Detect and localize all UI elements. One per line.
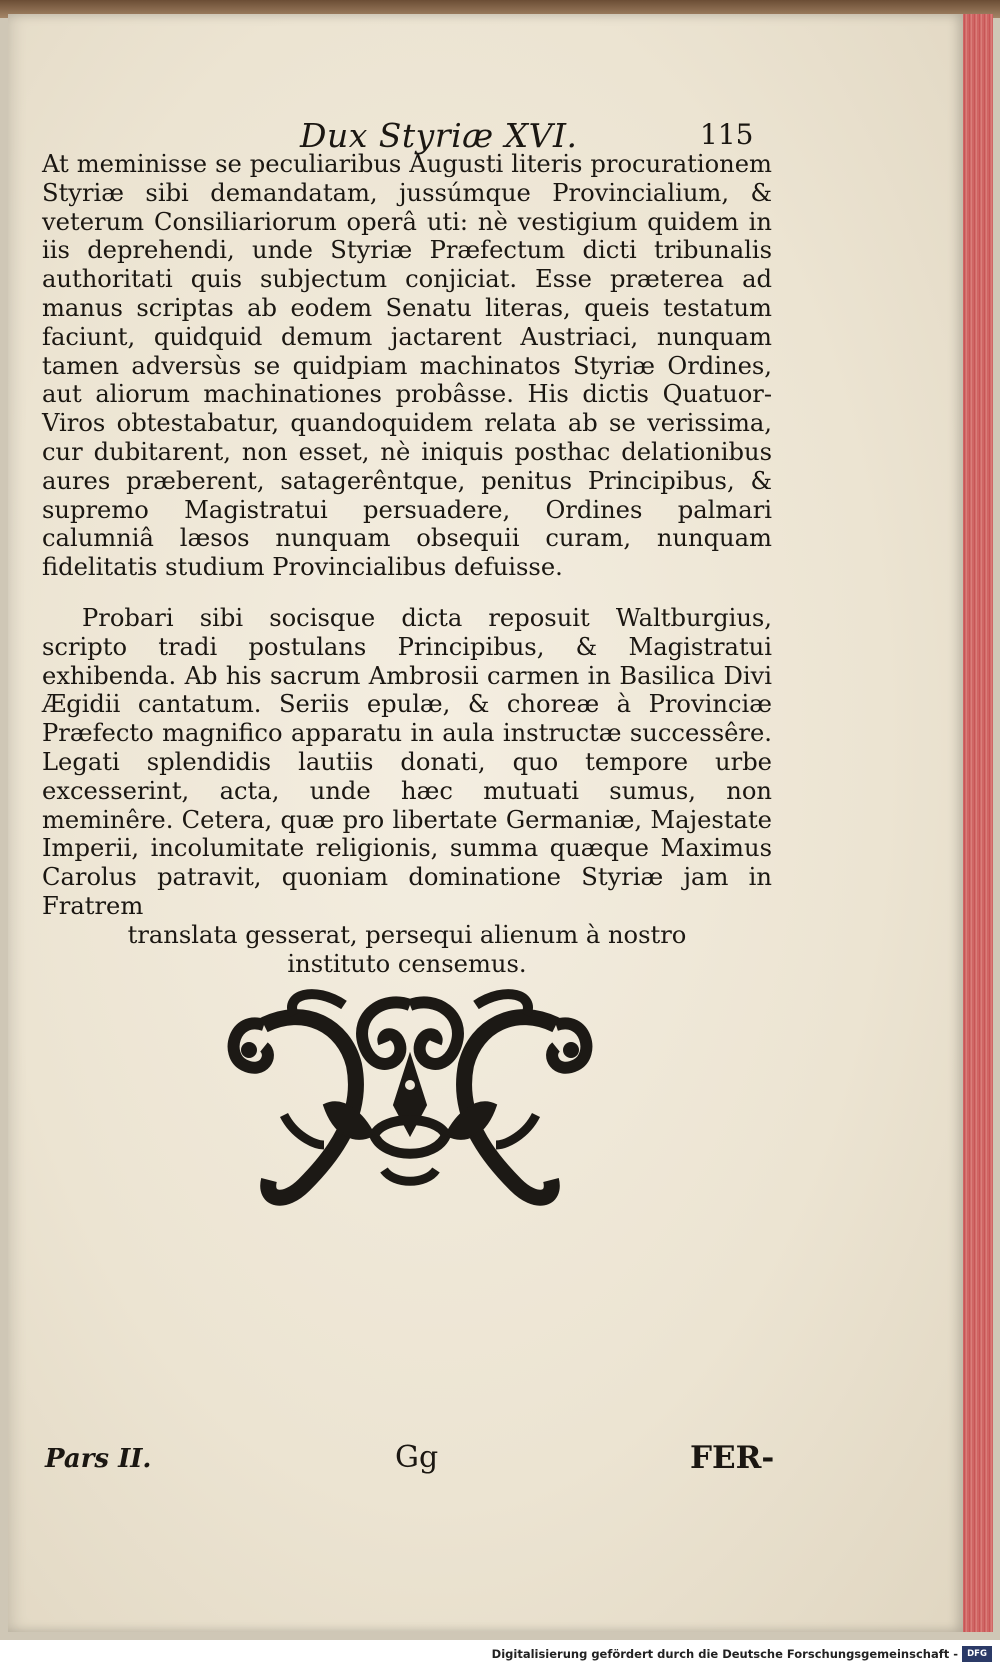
catchword: FER- <box>690 1440 775 1476</box>
closing-line-1: translata gesserat, persequi alienum à nostro <box>127 920 687 949</box>
body-text <box>42 150 772 978</box>
credit-text: Digitalisierung gefördert durch die Deutsche Forschungsgemeinschaft - <box>491 1647 958 1661</box>
signature-label: Pars II. <box>45 1444 152 1474</box>
book-red-edge <box>963 14 993 1632</box>
page-number: 115 <box>700 118 754 151</box>
running-head: Dux Styriæ XVI. <box>300 116 578 155</box>
closing-line-2: instituto censemus. <box>287 949 527 978</box>
dfg-logo: DFG <box>962 1646 992 1662</box>
credit-bar <box>0 1640 1000 1669</box>
tailpiece-ornament <box>224 985 596 1215</box>
paragraph-1: At meminisse se peculiaribus Augusti literis procurationem Styriæ sibi demandatam, jussúmque Provincialium, & veterum Consiliariorum operâ uti: nè vestigium quidem in iis deprehendi, unde Styriæ Præfectum dicti tribunalis authoritati quis subjectum conjiciat. Esse præterea ad manus scriptas ab eodem Senatu literas, queis testatum faciunt, quidquid demum jactarent Austriaci, nunquam tamen adversùs se quidpiam machinatos Styriæ Ordines, aut aliorum machinationes probâsse. His dictis Quatuor-Viros obtestabatur, quandoquidem relata ab se verissima, cur dubitarent, non esset, nè iniquis posthac delationibus aures præberent, satagerêntque, penitus Principibus, & supremo Magistratui persuadere, Ordines palmari calumniâ læsos nunquam obsequii curam, nunquam fidelitatis studium Provincialibus defuisse. <box>42 150 772 582</box>
paragraph-2: Probari sibi socisque dicta reposuit Waltburgius, scripto tradi postulans Principibus, & Magistratui exhibenda. Ab his sacrum Ambrosii carmen in Basilica Divi Ægidii cantatum. Seriis epulæ, & choreæ à Provinciæ Præfecto magnifico apparatu in aula instructæ successêre. Legati splendidis lautiis donati, quo tempore urbe excesserint, acta, unde hæc mutuati sumus, non meminêre. Cetera, quæ pro libertate Germaniæ, Majestate Imperii, incolumitate religionis, summa quæque Maximus Carolus patravit, quoniam dominatione Styriæ jam in Fratrem <box>42 603 772 920</box>
signature-mark: Gg <box>395 1440 439 1475</box>
